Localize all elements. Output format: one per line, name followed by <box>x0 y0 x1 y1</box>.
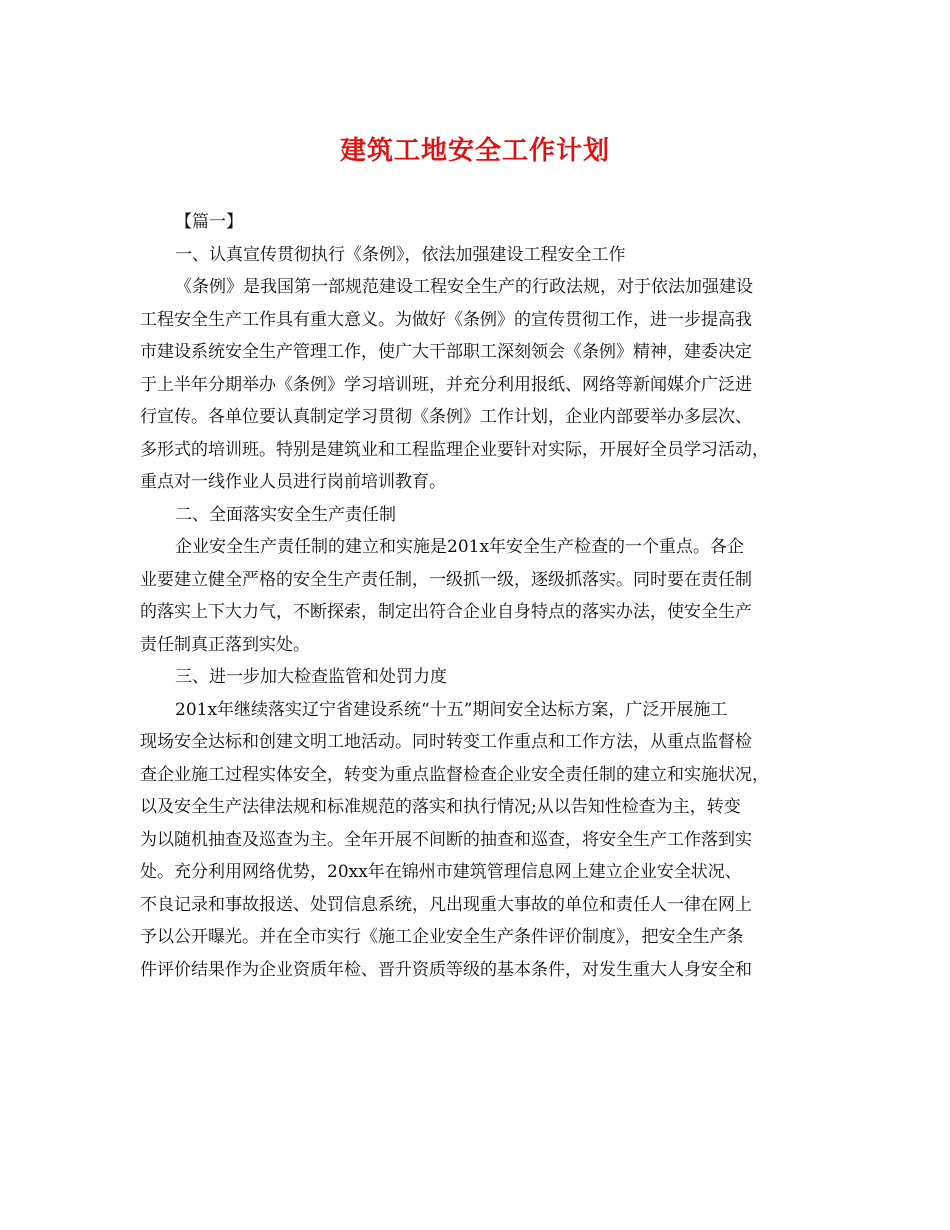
section-heading-3: 三、进一步加大检查监管和处罚力度 <box>175 667 447 687</box>
paragraph-line: 处。充分利用网络优势，20xx年在锦州市建筑管理信息网上建立企业安全状况、 <box>140 862 742 882</box>
paragraph-line: 201x年继续落实辽宁省建设系统“十五”期间安全达标方案，广泛开展施工 <box>175 699 728 720</box>
paragraph-line: 的落实上下大力气，不断探索，制定出符合企业自身特点的落实办法，使安全生产 <box>140 602 752 622</box>
paragraph-line: 多形式的培训班。特别是建筑业和工程监理企业要针对实际，开展好全员学习活动， <box>140 439 769 460</box>
paragraph-line: 《条例》是我国第一部规范建设工程安全生产的行政法规，对于依法加强建设 <box>175 277 753 297</box>
paragraph-line: 件评价结果作为企业资质年检、晋升资质等级的基本条件，对发生重大人身安全和 <box>140 959 752 980</box>
paragraph-line: 责任制真正落到实处。 <box>140 634 310 655</box>
paragraph-line: 查企业施工过程实体安全，转变为重点监督检查企业安全责任制的建立和实施状况， <box>140 764 769 785</box>
paragraph-line: 企业安全生产责任制的建立和实施是201x年安全生产检查的一个重点。各企 <box>175 537 745 557</box>
paragraph-line: 业要建立健全严格的安全生产责任制，一级抓一级，逐级抓落实。同时要在责任制 <box>140 569 752 590</box>
document-title: 建筑工地安全工作计划 <box>339 136 610 166</box>
paragraph-line: 不良记录和事故报送、处罚信息系统，凡出现重大事故的单位和责任人一律在网上 <box>140 894 752 915</box>
paragraph-line: 予以公开曝光。并在全市实行《施工企业安全生产条件评价制度》，把安全生产条 <box>140 927 744 947</box>
paragraph-line: 重点对一线作业人员进行岗前培训教育。 <box>140 472 446 492</box>
paragraph-line: 行宣传。各单位要认真制定学习贯彻《条例》工作计划，企业内部要举办多层次、 <box>140 407 752 427</box>
paragraph-line: 工程安全生产工作具有重大意义。为做好《条例》的宣传贯彻工作，进一步提高我 <box>140 309 752 330</box>
section-heading-2: 二、全面落实安全生产责任制 <box>175 504 396 525</box>
paragraph-line: 市建设系统安全生产管理工作，使广大干部职工深刻领会《条例》精神，建委决定 <box>140 342 752 362</box>
section-tag: 【篇一】 <box>175 212 243 232</box>
paragraph-line: 以及安全生产法律法规和标准规范的落实和执行情况;从以告知性检查为主，转变 <box>140 797 741 817</box>
section-heading-1: 一、认真宣传贯彻执行《条例》，依法加强建设工程安全工作 <box>175 244 626 265</box>
document-body <box>140 206 815 986</box>
paragraph-line: 于上半年分期举办《条例》学习培训班，并充分利用报纸、网络等新闻媒介广泛进 <box>140 374 752 395</box>
paragraph-line: 现场安全达标和创建文明工地活动。同时转变工作重点和工作方法，从重点监督检 <box>140 732 752 752</box>
paragraph-line: 为以随机抽查及巡查为主。全年开展不间断的抽查和巡查，将安全生产工作落到实 <box>140 829 752 850</box>
